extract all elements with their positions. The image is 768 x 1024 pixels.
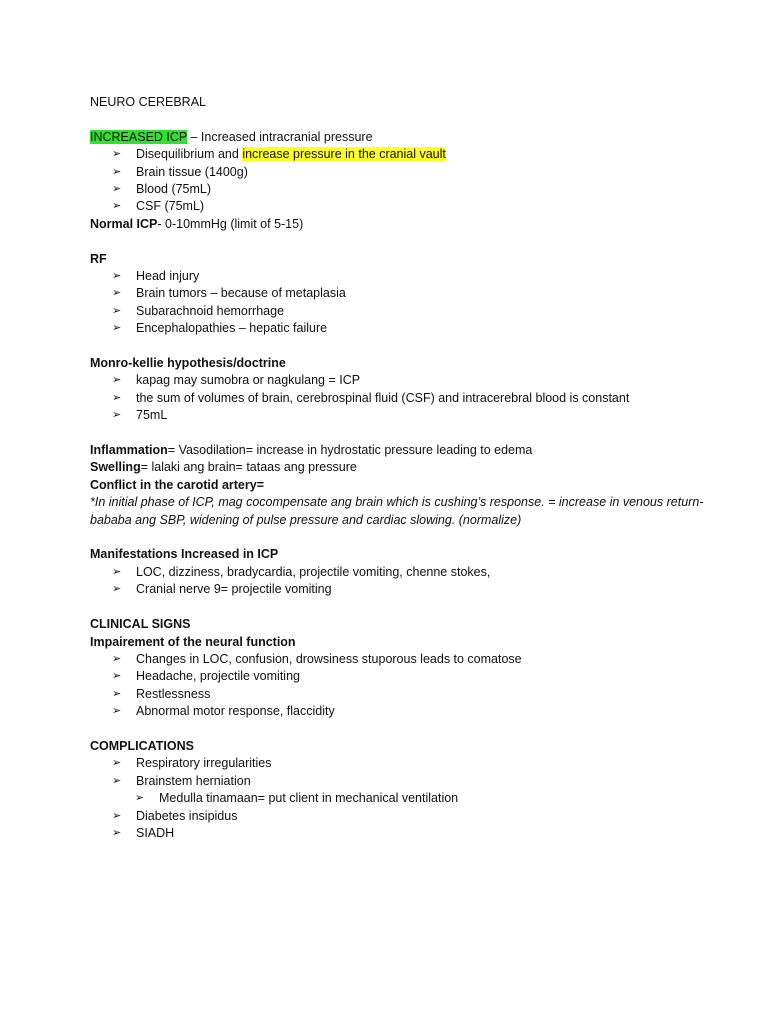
list-item (90, 564, 710, 581)
swelling-line (90, 459, 710, 476)
spacer (90, 721, 710, 738)
italic-note-text: *In initial phase of ICP, mag cocompensate ang brain which is cushing’s response. = increase in venous return- bababa ang SBP, widening of pulse pressure and cardiac slowing. (normalize) (90, 495, 704, 527)
list-item (90, 390, 710, 407)
list-item (90, 181, 710, 198)
arrow-bullet-icon: ➢ (112, 687, 122, 700)
arrow-bullet-icon: ➢ (112, 270, 122, 283)
list-item (90, 198, 710, 215)
list-item (90, 808, 710, 825)
clinical-heading-text: CLINICAL SIGNS (90, 617, 191, 632)
bullet-text: Changes in LOC, confusion, drowsiness stuporous leads to comatose (136, 651, 522, 666)
bullet-text: Headache, projectile vomiting (136, 669, 300, 684)
arrow-bullet-icon: ➢ (112, 826, 122, 839)
document-title (90, 94, 710, 111)
swelling-text: = lalaki ang brain= tataas ang pressure (140, 460, 357, 475)
bullet-text: Subarachnoid hemorrhage (136, 303, 285, 318)
arrow-bullet-icon: ➢ (112, 165, 122, 178)
list-item (90, 703, 710, 720)
inflammation-label: Inflammation (90, 443, 168, 458)
rf-heading (90, 251, 710, 268)
list-item (90, 268, 710, 285)
bullet-text: CSF (75mL) (136, 199, 205, 214)
list-item (90, 303, 710, 320)
spacer (90, 233, 710, 250)
arrow-bullet-icon: ➢ (112, 200, 122, 213)
list-item (90, 320, 710, 337)
normal-icp-label: Normal ICP (90, 216, 158, 231)
list-item (90, 407, 710, 424)
bullet-text: Restlessness (136, 686, 211, 701)
arrow-bullet-icon: ➢ (112, 774, 122, 787)
bullet-text: Encephalopathies – hepatic failure (136, 321, 328, 336)
list-item (90, 686, 710, 703)
arrow-bullet-icon: ➢ (135, 792, 145, 805)
clinical-subheading (90, 634, 710, 651)
complications-heading-text: COMPLICATIONS (90, 738, 194, 753)
manifest-heading (90, 546, 710, 563)
bullet-text: Brain tissue (1400g) (136, 164, 248, 179)
conflict-line (90, 477, 710, 494)
manifest-heading-text: Manifestations Increased in ICP (90, 547, 279, 562)
arrow-bullet-icon: ➢ (112, 304, 122, 317)
bullet-text: Disequilibrium and (136, 147, 243, 162)
spacer (90, 425, 710, 442)
list-item (90, 581, 710, 598)
bullet-text: Head injury (136, 269, 200, 284)
list-item (90, 825, 710, 842)
normal-icp-value: - 0-10mmHg (limit of 5-15) (157, 216, 304, 231)
icp-heading (90, 129, 710, 146)
spacer (90, 599, 710, 616)
list-item (90, 285, 710, 302)
document-body (90, 94, 710, 842)
bullet-text: Cranial nerve 9= projectile vomiting (136, 582, 332, 597)
arrow-bullet-icon: ➢ (112, 705, 122, 718)
arrow-bullet-icon: ➢ (112, 287, 122, 300)
list-item (90, 146, 710, 163)
icp-heading-rest: – Increased intracranial pressure (187, 129, 373, 144)
arrow-bullet-icon: ➢ (112, 583, 122, 596)
conflict-text: Conflict in the carotid artery= (90, 477, 264, 492)
arrow-bullet-icon: ➢ (112, 148, 122, 161)
arrow-bullet-icon: ➢ (112, 565, 122, 578)
clinical-heading (90, 616, 710, 633)
arrow-bullet-icon: ➢ (112, 409, 122, 422)
list-item (90, 164, 710, 181)
bullet-text: Respiratory irregularities (136, 756, 272, 771)
arrow-bullet-icon: ➢ (112, 670, 122, 683)
arrow-bullet-icon: ➢ (112, 391, 122, 404)
spacer (90, 529, 710, 546)
swelling-label: Swelling (90, 460, 141, 475)
arrow-bullet-icon: ➢ (112, 652, 122, 665)
bullet-text: LOC, dizziness, bradycardia, projectile vomiting, chenne stokes, (136, 564, 491, 579)
spacer (90, 111, 710, 128)
bullet-text: 75mL (136, 408, 168, 423)
icp-highlight: INCREASED ICP (90, 129, 188, 144)
bullet-text: SIADH (136, 825, 175, 840)
list-item (90, 755, 710, 772)
arrow-bullet-icon: ➢ (112, 183, 122, 196)
bullet-text: Brain tumors – because of metaplasia (136, 286, 346, 301)
list-item (90, 773, 710, 790)
title-text: NEURO CEREBRAL (90, 95, 206, 109)
bullet-highlight: increase pressure in the cranial vault (242, 147, 446, 162)
list-item (90, 372, 710, 389)
monro-heading-text: Monro-kellie hypothesis/doctrine (90, 356, 286, 371)
arrow-bullet-icon: ➢ (112, 374, 122, 387)
spacer (90, 338, 710, 355)
monro-heading (90, 355, 710, 372)
bullet-text: Blood (75mL) (136, 182, 212, 197)
sub-list-item (90, 790, 710, 807)
arrow-bullet-icon: ➢ (112, 757, 122, 770)
bullet-text: Brainstem herniation (136, 773, 251, 788)
rf-heading-text: RF (90, 251, 107, 266)
bullet-text: kapag may sumobra or nagkulang = ICP (136, 373, 361, 388)
list-item (90, 651, 710, 668)
list-item (90, 668, 710, 685)
inflammation-line (90, 442, 710, 459)
bullet-text: Abnormal motor response, flaccidity (136, 704, 335, 719)
arrow-bullet-icon: ➢ (112, 322, 122, 335)
inflammation-text: = Vasodilation= increase in hydrostatic pressure leading to edema (167, 443, 533, 458)
bullet-text: the sum of volumes of brain, cerebrospinal fluid (CSF) and intracerebral blood is constant (136, 390, 630, 405)
complications-heading (90, 738, 710, 755)
bullet-text: Diabetes insipidus (136, 808, 238, 823)
arrow-bullet-icon: ➢ (112, 809, 122, 822)
clinical-subheading-text: Impairement of the neural function (90, 634, 296, 649)
italic-note (90, 494, 710, 529)
bullet-text: Medulla tinamaan= put client in mechanical ventilation (159, 791, 459, 806)
normal-icp (90, 216, 710, 233)
